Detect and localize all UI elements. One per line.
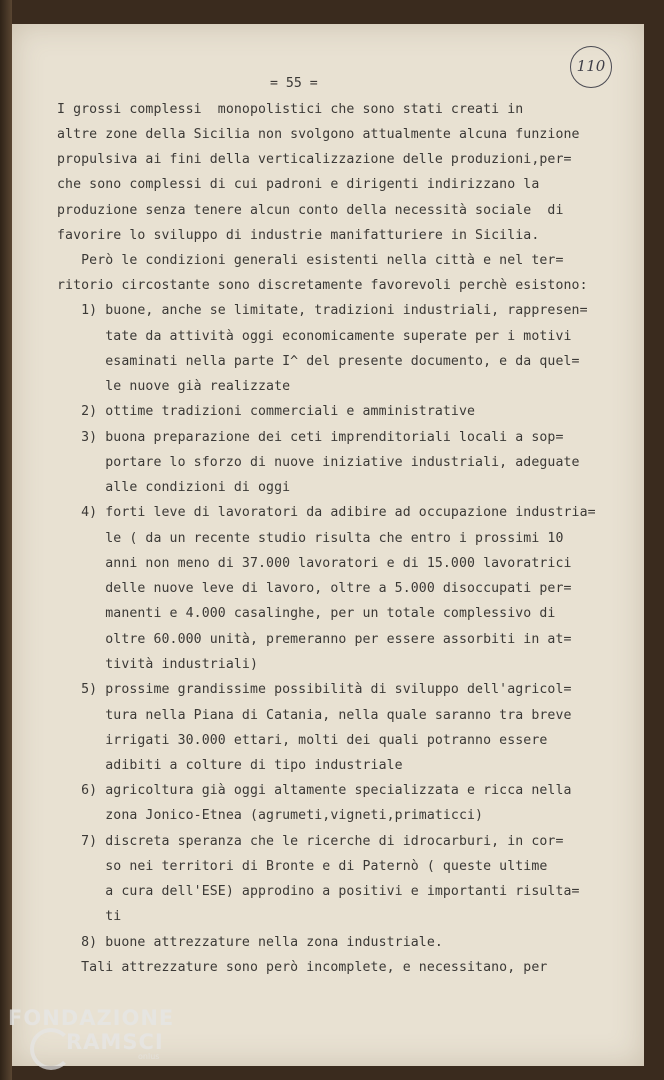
text-line: adibiti a colture di tipo industriale <box>57 758 403 773</box>
text-line: 4) forti leve di lavoratori da adibire ad occupazione industria= <box>57 505 596 520</box>
text-line: 7) discreta speranza che le ricerche di idrocarburi, in cor= <box>57 834 564 849</box>
text-line: esaminati nella parte I^ del presente documento, e da quel= <box>57 354 580 369</box>
text-line: tate da attività oggi economicamente superate per i motivi <box>57 329 572 344</box>
text-line: tività industriali) <box>57 657 258 672</box>
archive-stamp <box>570 46 612 88</box>
page-number: = 55 = <box>270 76 318 91</box>
text-line: oltre 60.000 unità, premeranno per essere assorbiti in at= <box>57 632 572 647</box>
text-line: 6) agricoltura già oggi altamente specializzata e ricca nella <box>57 783 572 798</box>
text-line: anni non meno di 37.000 lavoratori e di 15.000 lavoratrici <box>57 556 572 571</box>
text-line: Però le condizioni generali esistenti nella città e nel ter= <box>57 253 564 268</box>
watermark-onlus: onlus <box>138 1052 160 1061</box>
text-line: 5) prossime grandissime possibilità di sviluppo dell'agricol= <box>57 682 572 697</box>
text-line: manenti e 4.000 casalinghe, per un totale complessivo di <box>57 606 556 621</box>
text-line: che sono complessi di cui padroni e dirigenti indirizzano la <box>57 177 540 192</box>
text-line: delle nuove leve di lavoro, oltre a 5.000 disoccupati per= <box>57 581 572 596</box>
text-line: 2) ottime tradizioni commerciali e amministrative <box>57 404 476 419</box>
text-line: favorire lo sviluppo di industrie manifatturiere in Sicilia. <box>57 228 540 243</box>
text-line: 8) buone attrezzature nella zona industriale. <box>57 935 443 950</box>
text-line: irrigati 30.000 ettari, molti dei quali potranno essere <box>57 733 548 748</box>
text-line: ritorio circostante sono discretamente favorevoli perchè esistono: <box>57 278 588 293</box>
text-line: tura nella Piana di Catania, nella quale saranno tra breve <box>57 708 572 723</box>
text-line: le ( da un recente studio risulta che entro i prossimi 10 <box>57 531 564 546</box>
text-line: produzione senza tenere alcun conto della necessità sociale di <box>57 203 564 218</box>
watermark-foundation: FONDAZIONE <box>8 1006 175 1030</box>
text-line: Tali attrezzature sono però incomplete, e necessitano, per <box>57 960 548 975</box>
text-line: ti <box>57 909 122 924</box>
text-line: zona Jonico-Etnea (agrumeti,vigneti,primaticci) <box>57 808 484 823</box>
text-line: 1) buone, anche se limitate, tradizioni industriali, rappresen= <box>57 303 588 318</box>
text-line: portare lo sforzo di nuove iniziative industriali, adeguate <box>57 455 580 470</box>
watermark-name: RAMSCI <box>66 1030 164 1054</box>
text-line: propulsiva ai fini della verticalizzazione delle produzioni,per= <box>57 152 572 167</box>
text-line: I grossi complessi monopolistici che sono stati creati in <box>57 102 524 117</box>
text-line: alle condizioni di oggi <box>57 480 291 495</box>
text-line: le nuove già realizzate <box>57 379 291 394</box>
text-line: 3) buona preparazione dei ceti imprenditoriali locali a sop= <box>57 430 564 445</box>
stamp-number: 110 <box>576 57 606 75</box>
text-line: so nei territori di Bronte e di Paternò ( queste ultime <box>57 859 548 874</box>
text-line: a cura dell'ESE) approdino a positivi e importanti risulta= <box>57 884 580 899</box>
text-line: altre zone della Sicilia non svolgono attualmente alcuna funzione <box>57 127 580 142</box>
binding-edge <box>0 0 12 1080</box>
